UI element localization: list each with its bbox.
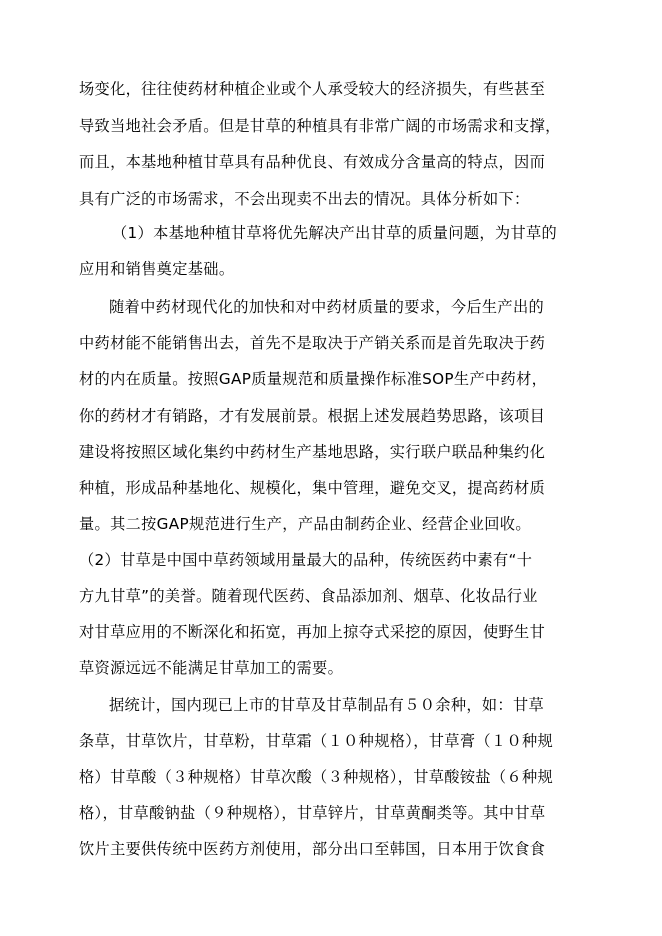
text-line: 种植，形成品种基地化、规模化，集中管理，避免交叉，提高药材质 bbox=[79, 479, 546, 497]
text-line: 中药材能不能销售出去，首先不是取决于产销关系而是首先取决于药 bbox=[79, 334, 546, 352]
text-line: 对甘草应用的不断深化和拓宽，再加上掠夺式采挖的原因，使野生甘 bbox=[79, 623, 546, 641]
text-line: 格）甘草酸（３种规格）甘草次酸（３种规格），甘草酸铵盐（６种规 bbox=[79, 768, 554, 786]
text-line: 建设将按照区域化集约中药材生产基地思路，实行联户联品种集约化 bbox=[79, 443, 546, 461]
text-line: 方九甘草”的美誉。随着现代医药、食品添加剂、烟草、化妆品行业 bbox=[79, 587, 538, 605]
text-line: 据统计，国内现已上市的甘草及甘草制品有５０余种，如：甘草 bbox=[109, 696, 545, 714]
text-line: 材的内在质量。按照GAP质量规范和质量操作标准SOP生产中药材， bbox=[79, 370, 548, 388]
text-line: 你的药材才有销路，才有发展前景。根据上述发展趋势思路，该项目 bbox=[79, 407, 546, 425]
text-line: 草资源远远不能满足甘草加工的需要。 bbox=[79, 659, 344, 677]
text-line: （1）本基地种植甘草将优先解决产出甘草的质量问题，为甘草的 bbox=[112, 224, 558, 242]
text-line: 场变化，往往使药材种植企业或个人承受较大的经济损失，有些甚至 bbox=[79, 80, 546, 98]
text-line: 应用和销售奠定基础。 bbox=[79, 260, 235, 278]
text-line: 随着中药材现代化的加快和对中药材质量的要求，今后生产出的 bbox=[109, 298, 545, 316]
text-line: （2）甘草是中国中草药领域用量最大的品种，传统医药中素有“十 bbox=[79, 551, 533, 569]
text-line: 具有广泛的市场需求，不会出现卖不出去的情况。具体分析如下： bbox=[79, 190, 530, 208]
text-line: 格），甘草酸钠盐（９种规格），甘草锌片，甘草黄酮类等。其中甘草 bbox=[79, 804, 546, 822]
text-line: 而且，本基地种植甘草具有品种优良、有效成分含量高的特点，因而 bbox=[79, 153, 546, 171]
text-line: 量。其二按GAP规范进行生产，产品由制药企业、经营企业回收。 bbox=[79, 515, 531, 533]
text-line: 导致当地社会矛盾。但是甘草的种植具有非常广阔的市场需求和支撑， bbox=[79, 117, 561, 135]
text-line: 条草，甘草饮片，甘草粉，甘草霜（１０种规格），甘草膏（１０种规 bbox=[79, 732, 554, 750]
text-line: 饮片主要供传统中医药方剂使用，部分出口至韩国，日本用于饮食食 bbox=[79, 840, 546, 858]
